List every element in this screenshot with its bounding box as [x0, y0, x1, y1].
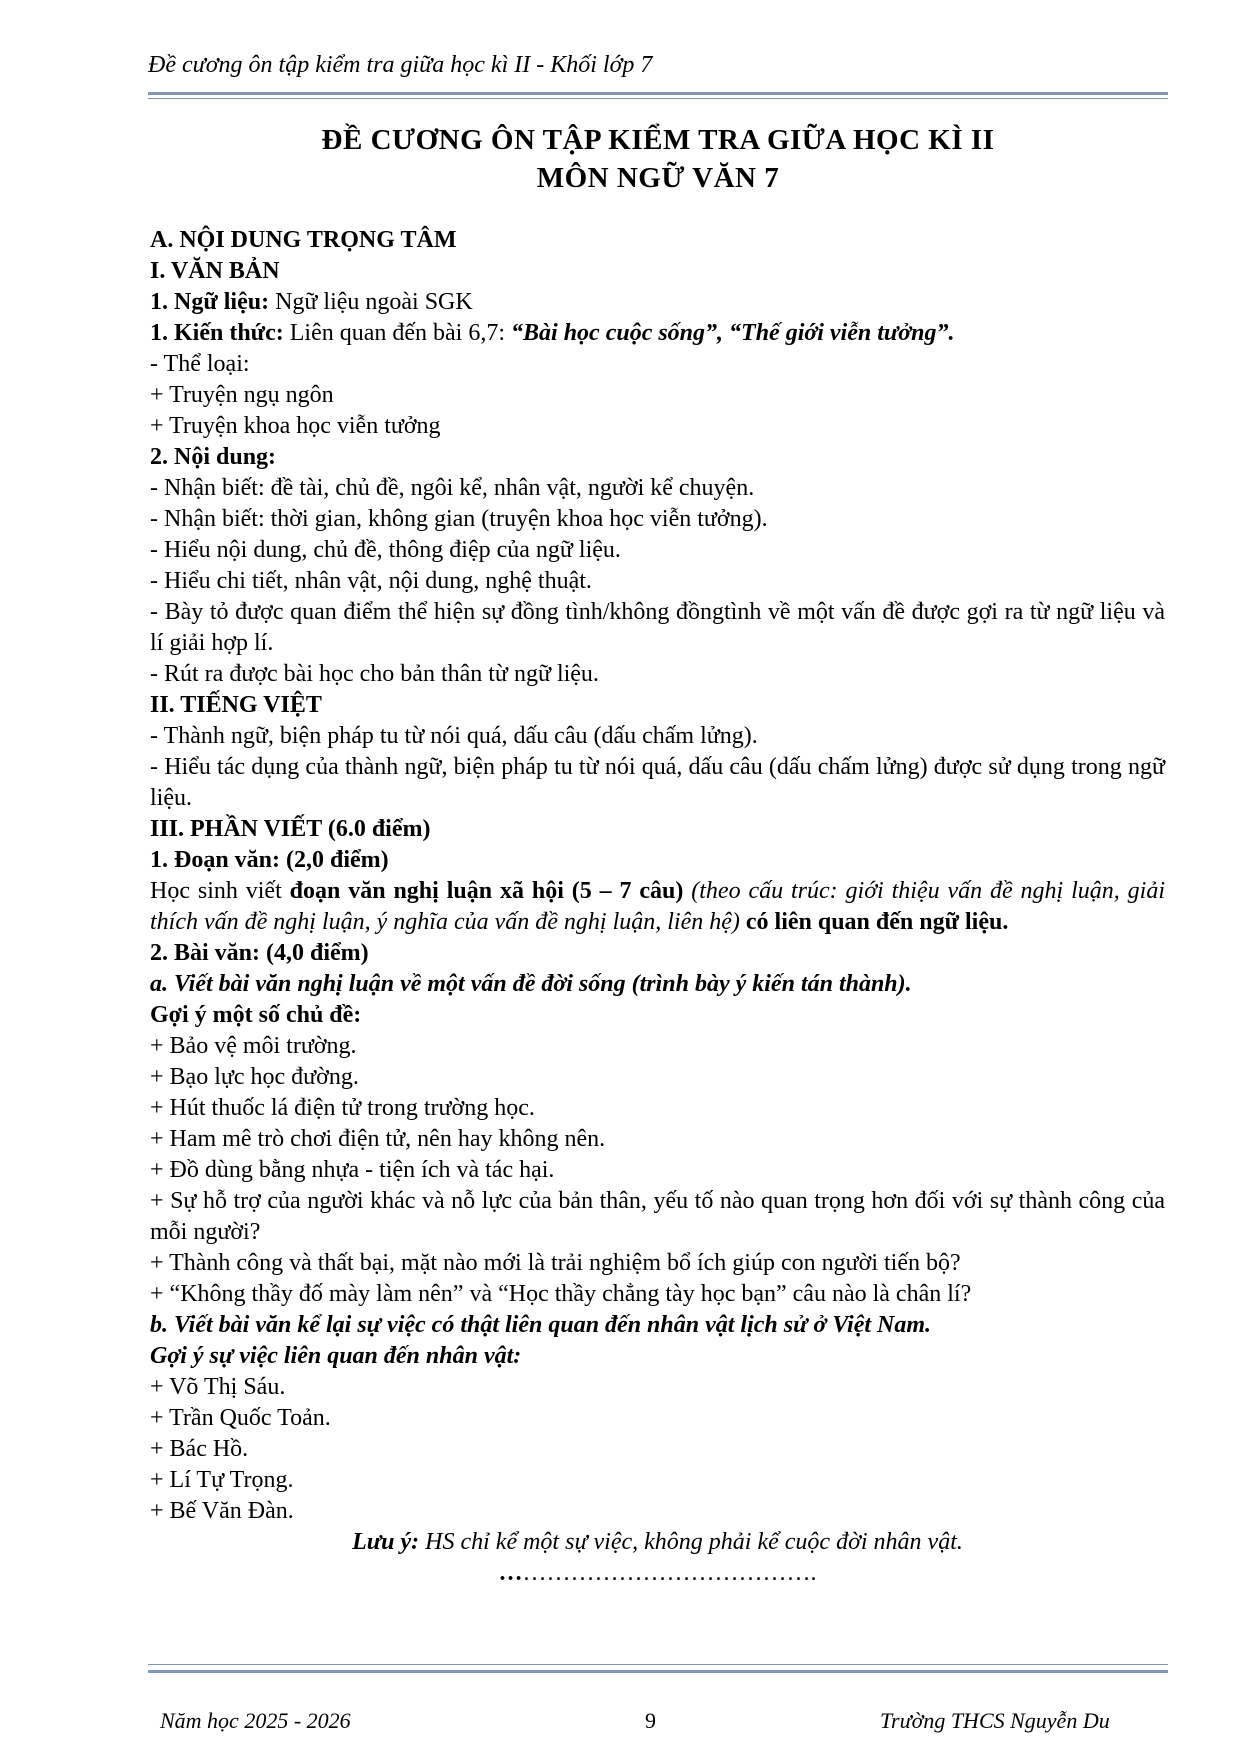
- list-item: + “Không thầy đố mày làm nên” và “Học thầy chẳng tày học bạn” câu nào là chân lí?: [150, 1281, 972, 1307]
- footer-school: Trường THCS Nguyễn Du: [880, 1708, 1110, 1733]
- note-label: Lưu ý:: [352, 1529, 420, 1555]
- doan-van-p4: có liên quan đến ngữ liệu.: [739, 909, 1009, 935]
- ngu-lieu-line: [150, 287, 1165, 318]
- bai-van-b: b. Viết bài văn kể lại sự việc có thật liên quan đến nhân vật lịch sử ở Việt Nam.: [150, 1312, 932, 1338]
- list-item: + Ham mê trò chơi điện tử, nên hay không nên.: [150, 1126, 606, 1152]
- doan-van-heading: 1. Đoạn văn: (2,0 điểm): [150, 847, 389, 873]
- footer-rule-thin: [148, 1664, 1168, 1665]
- dots-rest: ……………………………….: [522, 1560, 817, 1586]
- kien-thuc-line: [150, 318, 1165, 349]
- list-item: - Hiểu tác dụng của thành ngữ, biện pháp tu từ nói quá, dấu câu (dấu chấm lửng) được sử dụng trong ngữ liệu.: [150, 754, 1165, 811]
- list-item: - Thành ngữ, biện pháp tu từ nói quá, dấu câu (dấu chấm lửng).: [150, 723, 758, 749]
- list-item: + Thành công và thất bại, mặt nào mới là trải nghiệm bổ ích giúp con người tiến bộ?: [150, 1250, 961, 1276]
- section-3-heading: III. PHẦN VIẾT (6.0 điểm): [150, 816, 431, 842]
- list-item: + Lí Tự Trọng.: [150, 1467, 294, 1493]
- ngu-lieu-text: Ngữ liệu ngoài SGK: [269, 289, 473, 315]
- list-item: + Bác Hồ.: [150, 1436, 249, 1462]
- kien-thuc-emph: “Bài học cuộc sống”, “Thế giới viễn tưởng”.: [511, 320, 955, 346]
- header-rule: [148, 92, 1168, 95]
- footer-year: Năm học 2025 - 2026: [160, 1708, 351, 1733]
- note-text: HS chỉ kể một sự việc, không phải kể cuộc đời nhân vật.: [419, 1529, 963, 1555]
- header-rule-thin: [148, 98, 1168, 99]
- ngu-lieu-label: 1. Ngữ liệu:: [150, 289, 270, 315]
- footer-page-number: 9: [645, 1708, 656, 1733]
- bai-van-b-hint: Gợi ý sự việc liên quan đến nhân vật:: [150, 1343, 522, 1369]
- list-item: + Đồ dùng bằng nhựa - tiện ích và tác hại.: [150, 1157, 555, 1183]
- list-item: + Bạo lực học đường.: [150, 1064, 359, 1090]
- list-item: - Hiểu chi tiết, nhân vật, nội dung, nghệ thuật.: [150, 568, 592, 594]
- list-item: - Bày tỏ được quan điểm thể hiện sự đồng tình/không đồngtình về một vấn đề được gợi ra từ ngữ liệu và lí giải hợp lí.: [150, 599, 1165, 656]
- document-body: [150, 225, 1165, 1589]
- list-item: + Bế Văn Đàn.: [150, 1498, 294, 1524]
- bai-van-label: 2. Bài văn: [150, 940, 253, 966]
- page-header: Đề cương ôn tập kiểm tra giữa học kì II - Khối lớp 7: [148, 52, 653, 78]
- list-item: + Trần Quốc Toản.: [150, 1405, 331, 1431]
- the-loai-line: - Thể loại:: [150, 351, 250, 377]
- list-item: - Rút ra được bài học cho bản thân từ ngữ liệu.: [150, 661, 599, 687]
- footer-rule: [148, 1670, 1168, 1673]
- bai-van-a: a. Viết bài văn nghị luận về một vấn đề đời sống (trình bày ý kiến tán thành).: [150, 971, 912, 997]
- noi-dung-heading: 2. Nội dung:: [150, 444, 277, 470]
- section-a-heading: A. NỘI DUNG TRỌNG TÂM: [150, 227, 457, 253]
- list-item: + Truyện ngụ ngôn: [150, 382, 334, 408]
- section-2-heading: II. TIẾNG VIỆT: [150, 692, 322, 718]
- list-item: + Bảo vệ môi trường.: [150, 1033, 357, 1059]
- list-item: - Nhận biết: đề tài, chủ đề, ngôi kể, nhân vật, người kể chuyện.: [150, 475, 755, 501]
- list-item: + Truyện khoa học viễn tưởng: [150, 413, 441, 439]
- doan-van-paragraph: [150, 876, 1165, 938]
- bai-van-points: : (4,0 điểm): [252, 940, 369, 966]
- dots-line: [150, 1558, 1165, 1589]
- list-item: + Hút thuốc lá điện tử trong trường học.: [150, 1095, 535, 1121]
- list-item: - Hiểu nội dung, chủ đề, thông điệp của ngữ liệu.: [150, 537, 621, 563]
- doan-van-p2: đoạn văn nghị luận xã hội (5 – 7 câu): [289, 878, 684, 904]
- document-title-line2: MÔN NGỮ VĂN 7: [536, 162, 780, 194]
- document-title-line1: ĐỀ CƯƠNG ÔN TẬP KIỂM TRA GIỮA HỌC KÌ II: [321, 124, 995, 156]
- list-item: + Sự hỗ trợ của người khác và nỗ lực của bản thân, yếu tố nào quan trọng hơn đối với sự thành công của mỗi người?: [150, 1188, 1165, 1245]
- kien-thuc-text: Liên quan đến bài 6,7:: [283, 320, 512, 346]
- section-1-heading: I. VĂN BẢN: [150, 258, 280, 284]
- bai-van-a-hint: Gợi ý một số chủ đề:: [150, 1002, 362, 1028]
- doan-van-p1: Học sinh viết: [150, 878, 290, 904]
- list-item: - Nhận biết: thời gian, không gian (truyện khoa học viễn tưởng).: [150, 506, 768, 532]
- doan-van-p3: (theo cấu trúc: giới thiệu vấn đề nghị luận, giải thích vấn đề nghị luận, ý nghĩa của vấn đề nghị luận, liên hệ): [150, 878, 1165, 935]
- note-line: [150, 1527, 1165, 1558]
- list-item: + Võ Thị Sáu.: [150, 1374, 286, 1400]
- dots-bold: …: [498, 1560, 523, 1586]
- kien-thuc-label: 1. Kiến thức:: [150, 320, 284, 346]
- bai-van-heading: [150, 938, 1165, 969]
